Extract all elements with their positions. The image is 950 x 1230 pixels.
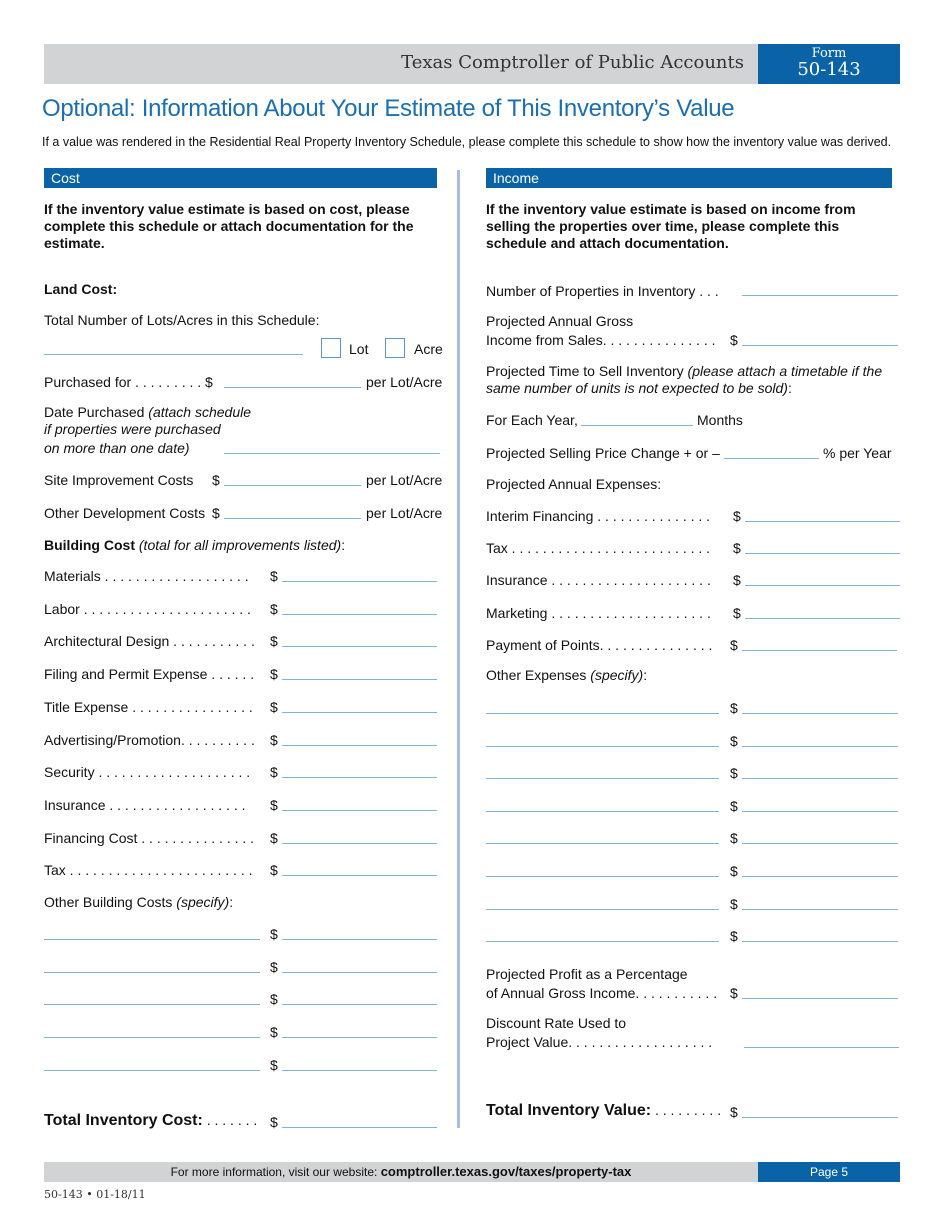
- dollar-sign: $: [730, 332, 738, 348]
- cost-item-field[interactable]: [282, 843, 437, 844]
- dollar-sign: $: [270, 862, 278, 879]
- other-expense-amount-field[interactable]: [742, 778, 898, 779]
- date-purchased-note-3: on more than one date): [44, 440, 190, 456]
- other-expense-amount-field[interactable]: [742, 876, 898, 877]
- gross-income-field[interactable]: [742, 345, 898, 346]
- dollar-sign: $: [730, 797, 738, 814]
- dollar-sign: $: [730, 928, 738, 945]
- date-purchased-text: Date Purchased: [44, 404, 145, 420]
- dollar-sign: $: [730, 863, 738, 879]
- months-label: Months: [697, 412, 743, 428]
- other-expense-amount-field[interactable]: [742, 811, 898, 812]
- cost-item-label: Tax . . . . . . . . . . . . . . . . . . . . . . . .: [44, 862, 253, 879]
- other-building-amount-field[interactable]: [282, 1004, 437, 1005]
- cost-item-label: Materials . . . . . . . . . . . . . . . . . . .: [44, 568, 249, 584]
- footer-url[interactable]: comptroller.texas.gov/taxes/property-tax: [380, 1164, 632, 1179]
- other-expense-desc-field[interactable]: [486, 941, 719, 942]
- dollar-sign: $: [270, 568, 278, 584]
- expense-item-field[interactable]: [742, 650, 897, 651]
- other-expense-amount-field[interactable]: [742, 909, 898, 910]
- other-development-field[interactable]: [224, 518, 361, 519]
- acre-checkbox[interactable]: [385, 338, 405, 358]
- other-building-amount-field[interactable]: [282, 972, 437, 973]
- site-improvement-field[interactable]: [224, 485, 361, 486]
- date-purchased-label: [44, 404, 251, 421]
- other-expense-desc-field[interactable]: [486, 909, 719, 910]
- other-expense-amount-field[interactable]: [742, 843, 898, 844]
- other-expense-desc-field[interactable]: [486, 843, 719, 844]
- footer-band: [44, 1162, 758, 1182]
- cost-item-label: Filing and Permit Expense . . . . . .: [44, 666, 255, 683]
- total-cost-field[interactable]: [282, 1127, 437, 1128]
- dollar-sign: $: [730, 830, 738, 847]
- expense-item-label: Marketing . . . . . . . . . . . . . . . . . . . . .: [486, 604, 711, 621]
- dollar-sign: $: [270, 698, 278, 715]
- annual-expenses-label: Projected Annual Expenses:: [486, 476, 662, 492]
- total-value-label: Total Inventory Value: . . . . . . . . .: [486, 1102, 722, 1119]
- acre-label: Acre: [414, 341, 443, 357]
- cost-item-field[interactable]: [282, 679, 437, 680]
- form-id: 50-143 • 01-18/11: [44, 1188, 146, 1201]
- other-expense-desc-field[interactable]: [486, 811, 719, 812]
- expense-item-field[interactable]: [745, 521, 900, 522]
- cost-item-label: Title Expense . . . . . . . . . . . . . . . .: [44, 698, 253, 715]
- intro-text: If a value was rendered in the Residential Real Property Inventory Schedule, please complete this schedule to show how the inventory value was derived.: [42, 135, 892, 149]
- discount-rate-field[interactable]: [744, 1047, 899, 1048]
- profit-label-1: Projected Profit as a Percentage: [486, 966, 688, 982]
- dollar-sign: $: [733, 604, 741, 621]
- other-expense-desc-field[interactable]: [486, 876, 719, 877]
- form-number: 50-143: [797, 59, 861, 80]
- other-development-label: Other Development Costs: [44, 505, 206, 521]
- time-to-sell-note: same number of units is not expected to be sold):: [486, 380, 792, 396]
- time-to-sell-label: Projected Time to Sell Inventory (please attach a timetable if the: [486, 363, 883, 379]
- dollar-sign: $: [270, 1114, 278, 1130]
- dollar-sign: $: [270, 926, 278, 942]
- other-building-label: Other Building Costs (specify):: [44, 894, 234, 910]
- other-building-amount-field[interactable]: [282, 939, 437, 940]
- expense-item-field[interactable]: [745, 618, 900, 619]
- cost-item-field[interactable]: [282, 810, 437, 811]
- other-expense-desc-field[interactable]: [486, 746, 719, 747]
- expense-item-label: Insurance . . . . . . . . . . . . . . . . . . . . .: [486, 572, 711, 589]
- other-building-desc-field[interactable]: [44, 1037, 260, 1038]
- dollar-sign: $: [270, 958, 278, 975]
- cost-item-label: Advertising/Promotion. . . . . . . . . .: [44, 731, 255, 748]
- total-lots-field[interactable]: [44, 354, 303, 355]
- cost-item-field[interactable]: [282, 777, 437, 778]
- dollar-sign: $: [270, 1024, 278, 1041]
- expense-item-field[interactable]: [745, 585, 900, 586]
- expense-item-field[interactable]: [745, 553, 900, 554]
- income-instructions: If the inventory value estimate is based on income from selling the properties over time, please complete this schedule and attach documentation.: [486, 201, 856, 251]
- per-lot-acre-label: per Lot/Acre: [366, 472, 443, 488]
- dollar-sign: $: [270, 764, 278, 781]
- column-divider: [457, 170, 460, 1128]
- dollar-sign: $: [730, 732, 738, 749]
- other-expense-desc-field[interactable]: [486, 713, 719, 714]
- date-purchased-note-2: if properties were purchased: [44, 421, 221, 437]
- other-building-desc-field[interactable]: [44, 972, 260, 973]
- cost-item-field[interactable]: [282, 646, 437, 647]
- form-label: Form: [811, 46, 847, 61]
- income-heading: Income: [486, 168, 892, 188]
- date-purchased-note-1: (attach schedule: [148, 404, 252, 420]
- other-building-desc-field[interactable]: [44, 1004, 260, 1005]
- dollar-sign: $: [270, 991, 278, 1008]
- lot-label: Lot: [349, 341, 369, 357]
- other-building-desc-field[interactable]: [44, 939, 260, 940]
- cost-item-field[interactable]: [282, 614, 437, 615]
- building-cost-title: Building Cost: [44, 537, 135, 553]
- other-expense-desc-field[interactable]: [486, 778, 719, 779]
- footer-text: For more information, visit our website:: [170, 1165, 378, 1179]
- dollar-sign: $: [730, 636, 738, 653]
- expense-item-label: Payment of Points. . . . . . . . . . . . . . .: [486, 636, 713, 653]
- dollar-sign: $: [733, 508, 741, 524]
- dollar-sign: $: [270, 829, 278, 846]
- cost-heading: Cost: [44, 168, 437, 188]
- dollar-sign: $: [270, 796, 278, 813]
- per-year-label: % per Year: [823, 445, 892, 461]
- land-cost-label: Land Cost:: [44, 281, 118, 297]
- dollar-sign: $: [212, 505, 220, 521]
- num-properties-label: Number of Properties in Inventory . . .: [486, 283, 719, 299]
- cost-item-field[interactable]: [282, 875, 437, 876]
- site-improvement-label: Site Improvement Costs: [44, 472, 194, 488]
- dollar-sign: $: [730, 895, 738, 912]
- dollar-sign: $: [730, 765, 738, 782]
- other-expense-amount-field[interactable]: [742, 713, 898, 714]
- dollar-sign: $: [730, 700, 738, 716]
- discount-label-1: Discount Rate Used to: [486, 1015, 627, 1031]
- num-properties-field[interactable]: [742, 295, 898, 296]
- gross-income-label-1: Projected Annual Gross: [486, 313, 634, 329]
- dollar-sign: $: [212, 472, 220, 488]
- dollar-sign: $: [733, 572, 741, 589]
- cost-item-field[interactable]: [282, 712, 437, 713]
- lot-checkbox[interactable]: [321, 338, 341, 358]
- other-building-desc-field[interactable]: [44, 1070, 260, 1071]
- price-change-label: Projected Selling Price Change + or –: [486, 445, 720, 461]
- building-cost-note: (total for all improvements listed): [138, 537, 342, 553]
- agency-name: Texas Comptroller of Public Accounts: [401, 52, 744, 73]
- total-cost-label: Total Inventory Cost: . . . . . . .: [44, 1112, 258, 1129]
- other-expense-amount-field[interactable]: [742, 746, 898, 747]
- total-lots-label: Total Number of Lots/Acres in this Schedule:: [44, 312, 320, 328]
- total-value-field[interactable]: [742, 1117, 898, 1118]
- each-year-label: For Each Year,: [486, 412, 578, 428]
- date-purchased-field[interactable]: [224, 453, 440, 454]
- expense-item-label: Tax . . . . . . . . . . . . . . . . . . . . . . . . . .: [486, 540, 711, 557]
- cost-item-label: Labor . . . . . . . . . . . . . . . . . . . . . .: [44, 600, 251, 617]
- discount-label-2: Project Value. . . . . . . . . . . . . . . . . . .: [486, 1034, 713, 1050]
- cost-item-field[interactable]: [282, 745, 437, 746]
- dollar-sign: $: [730, 1104, 738, 1120]
- dollar-sign: $: [270, 600, 278, 617]
- dollar-sign: $: [270, 666, 278, 683]
- other-building-amount-field[interactable]: [282, 1037, 437, 1038]
- cost-item-label: Insurance . . . . . . . . . . . . . . . . . .: [44, 796, 246, 813]
- dollar-sign: $: [733, 540, 741, 557]
- page-number: Page 5: [758, 1162, 900, 1182]
- per-lot-acre-label: per Lot/Acre: [366, 505, 443, 521]
- per-lot-acre-label: per Lot/Acre: [366, 374, 443, 390]
- price-change-field[interactable]: [724, 458, 819, 459]
- building-cost-label: Building Cost (total for all improvements listed):: [44, 537, 346, 553]
- other-expense-amount-field[interactable]: [742, 941, 898, 942]
- dollar-sign: $: [270, 1056, 278, 1073]
- expense-item-label: Interim Financing . . . . . . . . . . . . . . .: [486, 508, 711, 524]
- cost-item-field[interactable]: [282, 581, 437, 582]
- purchased-for-field[interactable]: [224, 387, 361, 388]
- other-expenses-label: Other Expenses (specify):: [486, 667, 648, 683]
- dollar-sign: $: [270, 633, 278, 650]
- cost-item-label: Architectural Design . . . . . . . . . . .: [44, 633, 255, 650]
- purchased-for-label: Purchased for . . . . . . . . . $: [44, 374, 213, 390]
- dollar-sign: $: [270, 731, 278, 748]
- cost-item-label: Security . . . . . . . . . . . . . . . . . . . .: [44, 764, 251, 781]
- cost-item-label: Financing Cost . . . . . . . . . . . . . . .: [44, 829, 255, 846]
- page-title: Optional: Information About Your Estimate of This Inventory’s Value: [42, 95, 735, 122]
- dollar-sign: $: [730, 985, 738, 1001]
- gross-income-label-2: Income from Sales. . . . . . . . . . . . . . .: [486, 332, 716, 348]
- form-number-box: [758, 44, 900, 84]
- other-building-amount-field[interactable]: [282, 1070, 437, 1071]
- cost-instructions: If the inventory value estimate is based on cost, please complete this schedule or attach documentation for the estimate.: [44, 201, 414, 251]
- profit-label-2: of Annual Gross Income. . . . . . . . . . .: [486, 985, 718, 1001]
- months-field[interactable]: [581, 425, 693, 426]
- profit-field[interactable]: [742, 998, 898, 999]
